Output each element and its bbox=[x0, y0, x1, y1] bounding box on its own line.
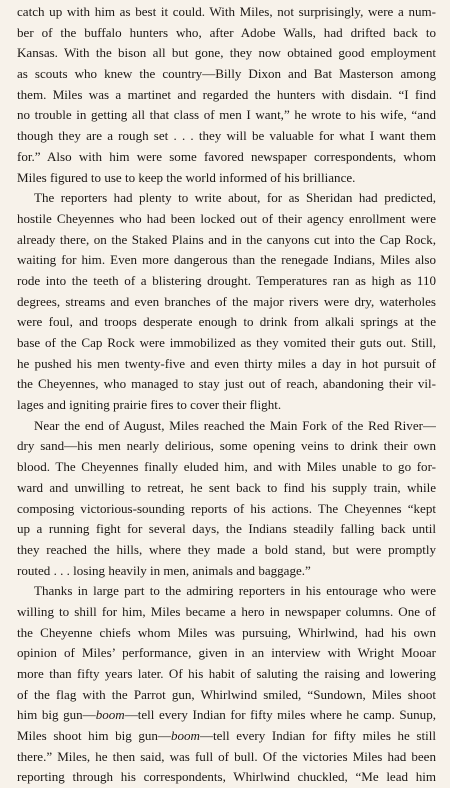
text-line: Miles shoot him big gun—boom—tell every Indian for fifty miles he still bbox=[17, 728, 436, 744]
text-line: no trouble in getting all that class of men I want,” he wrote to his wife, “and bbox=[17, 107, 436, 123]
text-line: more than fifty years later. Of his habit of saluting the raising and lowering bbox=[17, 666, 436, 681]
text-line: were foul, and troops desperate enough to drink from alkali springs at the bbox=[17, 314, 436, 330]
text-line: waiting for him. Even more dangerous than the renegade Indians, Miles also bbox=[17, 252, 436, 268]
text-line: though they are a rough set . . . they will be valuable for what I want them bbox=[17, 128, 436, 144]
text-line: Thanks in large part to the admiring reporters in his entourage who were bbox=[34, 583, 436, 599]
text-line: they reached the hills, where they made a bold stand, but were promptly bbox=[17, 541, 436, 557]
text-line: already there, on the Staked Plains and in the canyons cut into the Cap Rock, bbox=[17, 231, 436, 247]
text-line: him big gun—boom—tell every Indian for fifty miles where he camp. Sunup, bbox=[17, 707, 436, 723]
text-line: he pushed his men twenty-five and even thirty miles a day in hot pursuit of bbox=[17, 355, 436, 371]
text-line: Miles figured to use to keep the world informed of his brilliance. bbox=[17, 169, 356, 185]
text-line: reporting through his correspondents, Whirlwind chuckled, “Me lead him bbox=[17, 769, 436, 785]
text-line: Kansas. With the bison all but gone, they now obtained good employment bbox=[17, 45, 436, 61]
text-line: the Cheyennes, who managed to stay just out of reach, abandoning their vil- bbox=[17, 376, 436, 392]
text-line: hostile Cheyennes who had been locked out of their agency enrollment were bbox=[17, 210, 436, 226]
text-line: opinion of Miles’ performance, given in an interview with Wright Mooar bbox=[17, 645, 436, 661]
text-line: Near the end of August, Miles reached the Main Fork of the Red River— bbox=[34, 417, 436, 433]
text-line: degrees, streams and even branches of the major rivers were dry, waterholes bbox=[17, 293, 436, 309]
text-line: lages and igniting prairie fires to cover their flight. bbox=[17, 397, 282, 413]
text-line: ward and unwilling to retreat, he sent back to find his supply train, while bbox=[17, 479, 436, 495]
text-line: rode into the teeth of a blistering drought. Temperatures ran as high as 110 bbox=[17, 272, 436, 288]
text-line: catch up with him as best it could. With Miles, not surprisingly, were a num- bbox=[17, 4, 436, 19]
text-line: up a running fight for several days, the Indians steadily falling back until bbox=[17, 521, 436, 537]
text-line: composing victorious-sounding reports of his actions. The Cheyennes “kept bbox=[17, 500, 436, 516]
text-line: for.” Also with him were some favored newspaper correspondents, whom bbox=[17, 148, 436, 164]
text-line: routed . . . losing heavily in men, animals and baggage.” bbox=[17, 562, 311, 578]
text-line: dry sand—his men nearly delirious, some opening veins to drink their own bbox=[17, 438, 436, 454]
text-line: there.” Miles, he then said, was full of bull. Of the victories Miles had been bbox=[17, 748, 436, 764]
text-line: The reporters had plenty to write about, for as Sheridan had predicted, bbox=[34, 190, 436, 206]
text-line: them. Miles was a martinet and regarded the hunters with disdain. “I find bbox=[17, 86, 436, 102]
body-text bbox=[17, 2, 436, 788]
text-line: blood. The Cheyennes finally eluded him, and with Miles unable to go for- bbox=[17, 459, 436, 475]
text-line: base of the Cap Rock were immobilized as they vomited their guts out. Still, bbox=[17, 335, 436, 350]
text-line: the Cheyenne chiefs whom Miles was pursuing, Whirlwind, had his own bbox=[17, 624, 436, 640]
text-line: of the flag with the Parrot gun, Whirlwind smiled, “Sundown, Miles shoot bbox=[17, 686, 436, 702]
text-line: willing to shill for him, Miles became a hero in newspaper columns. One of bbox=[17, 603, 436, 619]
text-line: as scouts who knew the country—Billy Dixon and Bat Masterson among bbox=[17, 66, 436, 82]
text-line: ber of the buffalo hunters who, after Adobe Walls, had drifted back to bbox=[17, 24, 436, 40]
